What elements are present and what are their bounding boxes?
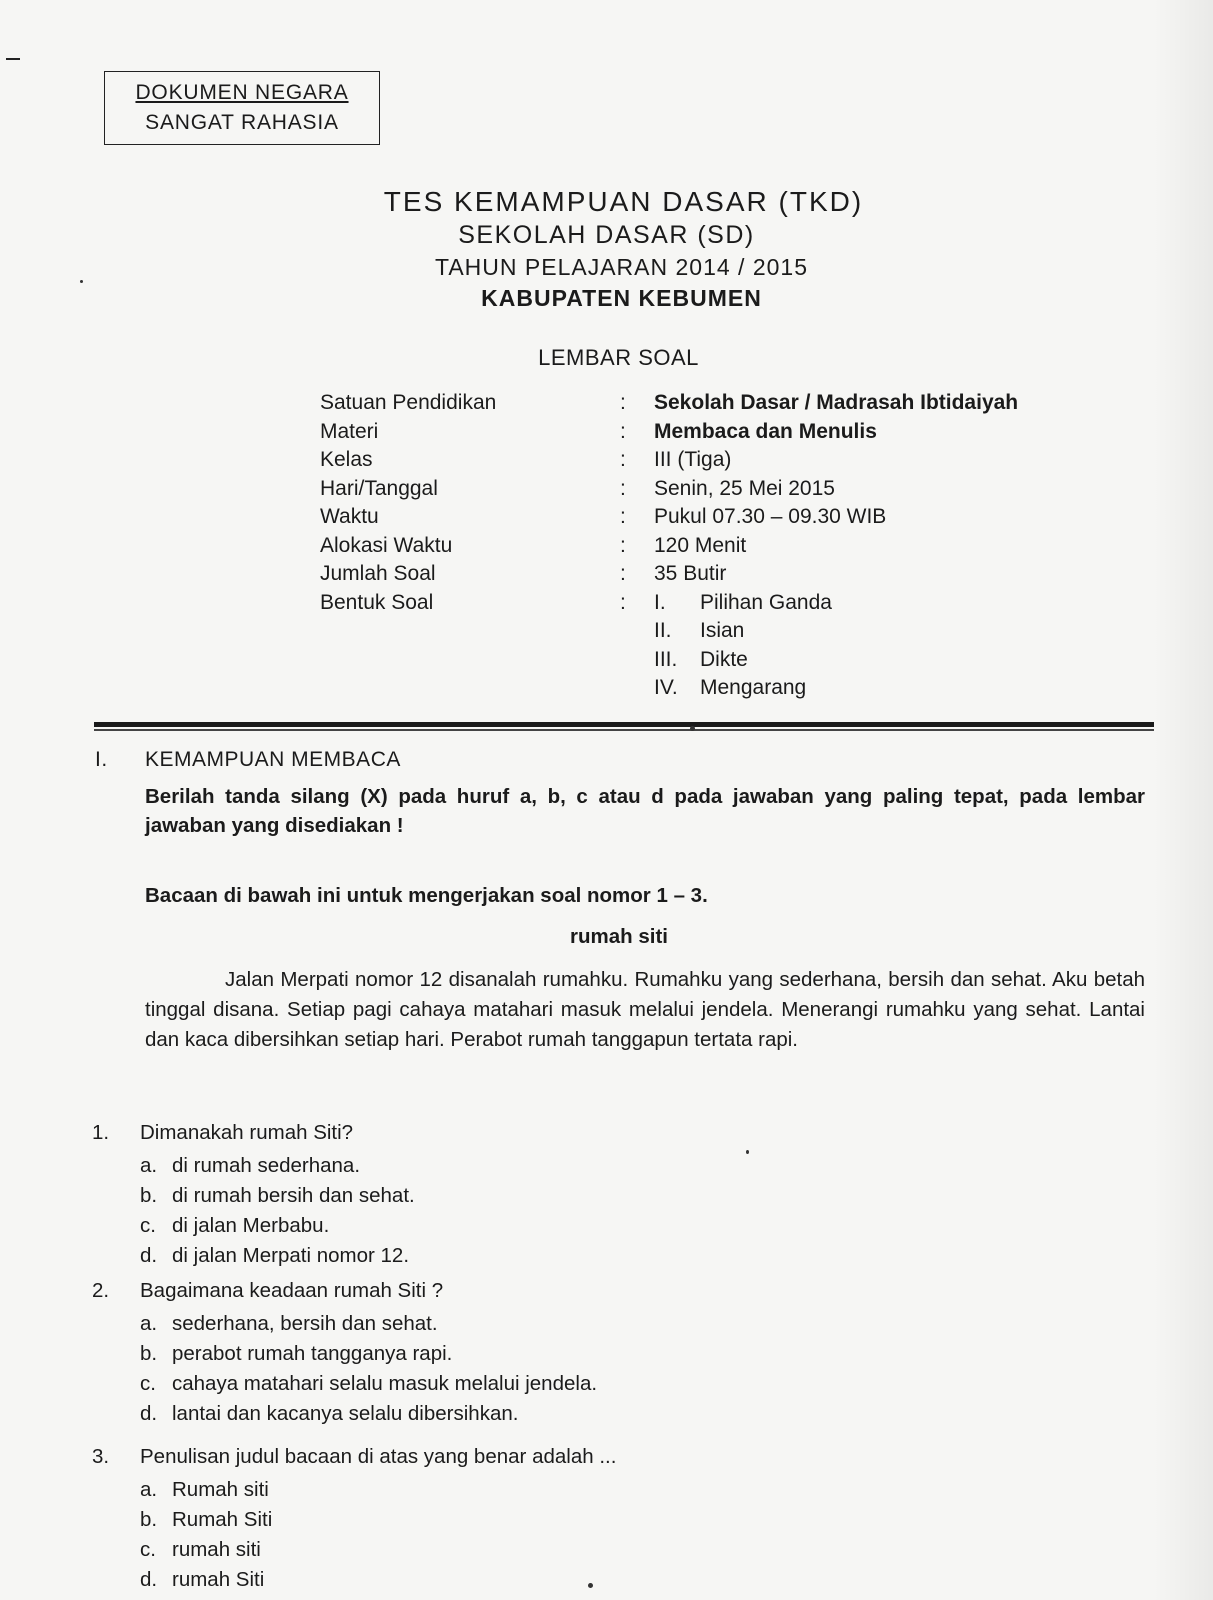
option-text: Rumah siti (172, 1478, 269, 1501)
info-label: Jumlah Soal (320, 562, 436, 585)
question-text: Bagaimana keadaan rumah Siti ? (140, 1279, 444, 1302)
form-text: Dikte (700, 647, 748, 671)
confidential-stamp (104, 71, 380, 145)
form-text: Isian (700, 619, 745, 642)
section-title: KEMAMPUAN MEMBACA (145, 748, 401, 771)
option-item (140, 1475, 272, 1505)
option-text: rumah siti (172, 1538, 261, 1561)
info-row (320, 475, 1120, 504)
option-letter: b. (140, 1342, 158, 1365)
option-letter: c. (140, 1214, 156, 1237)
scan-speck (690, 726, 695, 731)
info-label: Alokasi Waktu (320, 533, 453, 557)
header-divider-thin (94, 729, 1154, 731)
header-divider-thick (94, 722, 1154, 727)
info-value: Senin, 25 Mei 2015 (654, 476, 835, 500)
option-letter: d. (140, 1402, 158, 1425)
academic-year: TAHUN PELAJARAN 2014 / 2015 (434, 254, 808, 280)
option-item (140, 1399, 597, 1429)
form-number: II. (654, 619, 672, 642)
question-number: 3. (92, 1445, 110, 1468)
school-level: SEKOLAH DASAR (SD) (458, 221, 755, 249)
section-heading (95, 748, 401, 772)
option-text: di rumah sederhana. (172, 1154, 361, 1177)
info-colon: : (620, 448, 626, 471)
district: KABUPATEN KEBUMEN (481, 285, 762, 311)
option-text: sederhana, bersih dan sehat. (172, 1312, 438, 1335)
margin-mark (6, 58, 20, 60)
option-letter: c. (140, 1538, 156, 1561)
info-colon: : (620, 476, 626, 500)
info-row (320, 589, 1120, 699)
document-title: TES KEMAMPUAN DASAR (TKD) (383, 186, 864, 217)
stamp-line-2: SANGAT RAHASIA (145, 111, 339, 134)
option-letter: b. (140, 1184, 158, 1207)
instruction-text: Berilah tanda silang (X) pada huruf a, b, c atau d pada jawaban yang paling tepat, pada lembar jawaban yang disediakan ! (145, 785, 1145, 837)
section-number: I. (95, 748, 108, 771)
exam-info (320, 389, 1120, 699)
option-item (140, 1369, 597, 1399)
info-colon: : (620, 590, 626, 614)
form-number: I. (654, 590, 666, 614)
reading-intro: Bacaan di bawah ini untuk mengerjakan soal nomor 1 – 3. (145, 884, 708, 907)
question-text: Penulisan judul bacaan di atas yang benar adalah ... (140, 1445, 617, 1468)
option-list (140, 1309, 597, 1429)
option-text: cahaya matahari selalu masuk melalui jendela. (172, 1372, 598, 1395)
option-text: rumah Siti (172, 1568, 265, 1591)
form-text: Pilihan Ganda (700, 590, 832, 614)
question-number: 2. (92, 1279, 110, 1302)
info-row (320, 418, 1120, 447)
info-label: Materi (320, 419, 379, 443)
reading-title: rumah siti (570, 925, 668, 948)
option-list (140, 1151, 415, 1271)
info-colon: : (620, 391, 626, 414)
sheet-title: LEMBAR SOAL (538, 345, 699, 370)
info-label: Satuan Pendidikan (320, 391, 497, 414)
info-colon: : (620, 419, 626, 443)
option-text: di jalan Merpati nomor 12. (172, 1244, 410, 1267)
info-row (320, 446, 1120, 475)
option-letter: b. (140, 1508, 158, 1531)
info-row (320, 560, 1120, 589)
form-text: Mengarang (700, 676, 807, 699)
form-number: IV. (654, 676, 678, 699)
option-item (140, 1565, 272, 1595)
option-item (140, 1309, 597, 1339)
scan-speck (746, 1150, 749, 1154)
info-label: Hari/Tanggal (320, 476, 438, 500)
info-colon: : (620, 562, 626, 585)
option-text: di rumah bersih dan sehat. (172, 1184, 415, 1207)
option-text: lantai dan kacanya selalu dibersihkan. (172, 1402, 519, 1425)
option-letter: a. (140, 1478, 158, 1501)
option-item (140, 1339, 597, 1369)
option-letter: d. (140, 1568, 158, 1591)
info-value: Membaca dan Menulis (654, 419, 877, 443)
question-text: Dimanakah rumah Siti? (140, 1121, 354, 1144)
info-value: 35 Butir (654, 562, 727, 585)
scan-speck (80, 280, 83, 283)
document-header (0, 185, 1213, 313)
option-list (140, 1475, 272, 1595)
info-label: Kelas (320, 448, 373, 471)
option-item (140, 1211, 415, 1241)
info-row (320, 389, 1120, 418)
info-label: Bentuk Soal (320, 590, 434, 614)
info-row (320, 532, 1120, 561)
reading-passage: Jalan Merpati nomor 12 disanalah rumahku. Rumahku yang sederhana, bersih dan sehat. Aku betah tinggal disana. Setiap pagi cahaya matahari masuk melalui jendela. Menerangi rumahku yang sehat. Lantai dan kaca dibersihkan setiap hari. Perabot rumah tanggapun tertata rapi. (145, 968, 1145, 1051)
stamp-line-1: DOKUMEN NEGARA (135, 81, 349, 104)
info-value: 120 Menit (654, 533, 747, 557)
info-colon: : (620, 505, 626, 528)
option-item (140, 1505, 272, 1535)
option-item (140, 1535, 272, 1565)
info-value: Pukul 07.30 – 09.30 WIB (654, 505, 887, 528)
form-number: III. (654, 647, 678, 671)
option-text: Rumah Siti (172, 1508, 273, 1531)
option-text: perabot rumah tangganya rapi. (172, 1342, 453, 1365)
option-item (140, 1181, 415, 1211)
info-row (320, 503, 1120, 532)
info-value: III (Tiga) (654, 448, 732, 471)
option-text: di jalan Merbabu. (172, 1214, 330, 1237)
option-item (140, 1151, 415, 1181)
option-item (140, 1241, 415, 1271)
option-letter: c. (140, 1372, 156, 1395)
question-number: 1. (92, 1121, 110, 1144)
info-colon: : (620, 533, 626, 557)
info-value: Sekolah Dasar / Madrasah Ibtidaiyah (654, 391, 1019, 414)
option-letter: a. (140, 1312, 158, 1335)
option-letter: d. (140, 1244, 158, 1267)
option-letter: a. (140, 1154, 158, 1177)
scan-speck (588, 1583, 593, 1588)
info-label: Waktu (320, 505, 379, 528)
